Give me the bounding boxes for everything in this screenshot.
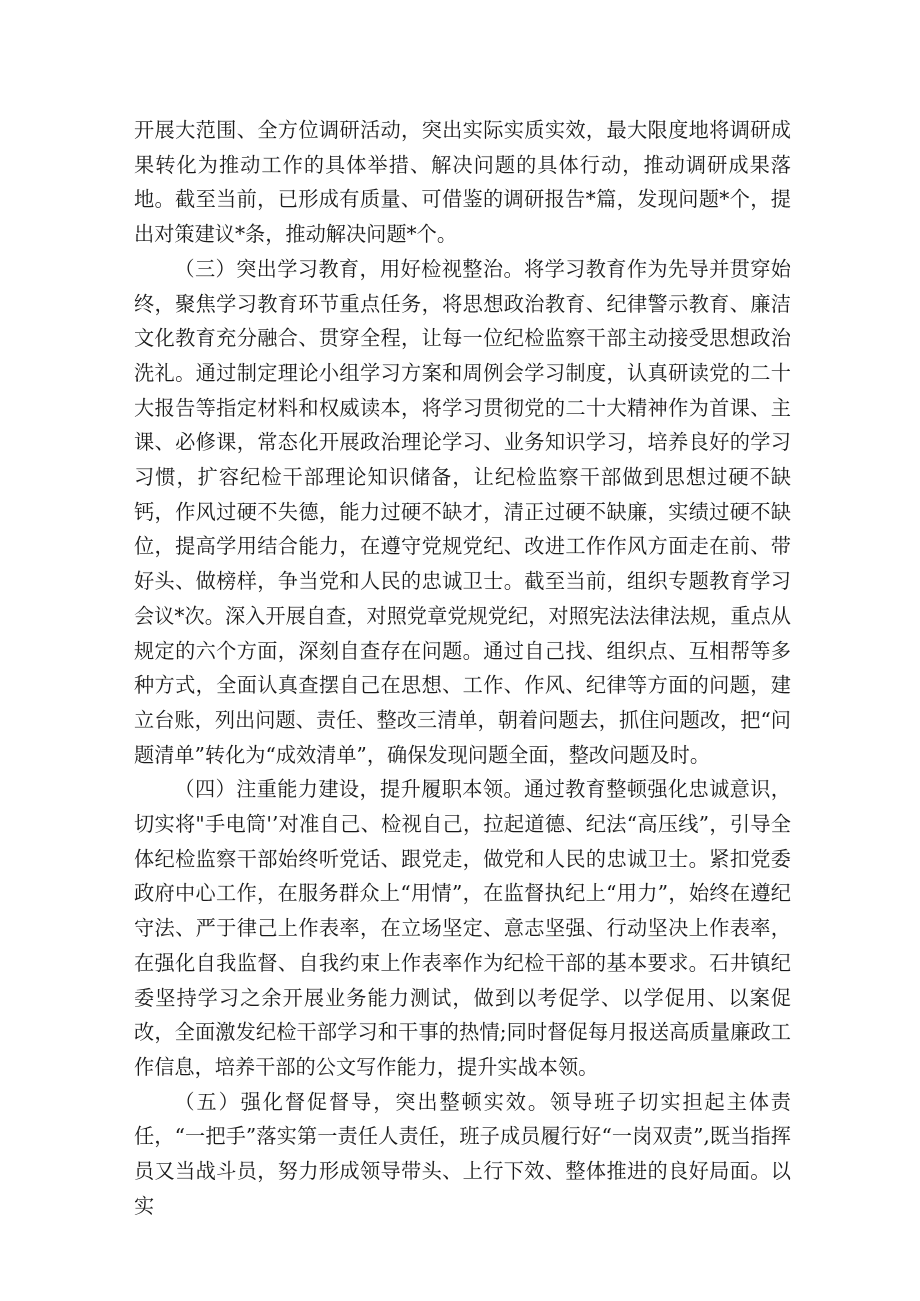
paragraph-section-three-study-education: （三）突出学习教育，用好检视整治。将学习教育作为先导并贯穿始终，聚焦学习教育环节重点任务，将思想政治教育、纪律警示教育、廉洁文化教育充分融合、贯穿全程，让每一位纪检监察干部主动接受思想政治洗礼。通过制定理论小组学习方案和周例会学习制度，认真研读党的二十大报告等指定材料和权威读本，将学习贯彻党的二十大精神作为首课、主课、必修课，常态化开展政治理论学习、业务知识学习，培养良好的学习习惯，扩容纪检干部理论知识储备，让纪检监察干部做到思想过硬不缺钙，作风过硬不失德，能力过硬不缺才，清正过硬不缺廉，实绩过硬不缺位，提高学用结合能力，在遵守党规党纪、改进工作作风方面走在前、带好头、做榜样，争当党和人民的忠诚卫士。截至当前，组织专题教育学习会议*次。深入开展自查，对照党章党规党纪，对照宪法法律法规，重点从规定的六个方面，深刻自查存在问题。通过自己找、组织点、互相帮等多种方式，全面认真查摆自己在思想、工作、作风、纪律等方面的问题，建立台账，列出问题、责任、整改三清单，朝着问题去，抓住问题改，把“问题清单”转化为“成效清单”，确保发现问题全面，整改问题及时。 bbox=[134, 256, 791, 767]
paragraph-research-results: 开展大范围、全方位调研活动，突出实际实质实效，最大限度地将调研成果转化为推动工作的具体举措、解决问题的具体行动，推动调研成果落地。截至当前，已形成有质量、可借鉴的调研报告*篇，发现问题*个，提出对策建议*条，推动解决问题*个。 bbox=[134, 118, 791, 247]
paragraph-section-four-capacity-building: （四）注重能力建设，提升履职本领。通过教育整顿强化忠诚意识，切实将"手电筒'’对准自己、检视自己，拉起道德、纪法“高压线”，引导全体纪检监察干部始终听党话、跟党走，做党和人民的忠诚卫士。紧扣党委政府中心工作，在服务群众上“用情”，在监督执纪上“用力”，始终在遵纪守法、严于律己上作表率，在立场坚定、意志坚强、行动坚决上作表率，在强化自我监督、自我约束上作表率作为纪检干部的基本要求。石井镇纪委坚持学习之余开展业务能力测试，做到以考促学、以学促用、以案促改，全面激发纪检干部学习和干事的热情;同时督促每月报送高质量廉政工作信息，培养干部的公文写作能力，提升实战本领。 bbox=[134, 777, 791, 1079]
document-body bbox=[134, 113, 791, 1224]
paragraph-section-five-supervision: （五）强化督促督导，突出整顿实效。领导班子切实担起主体责任，“一把手”落实第一责任人责任，班子成员履行好“一岗双责”,既当指挥员又当战斗员，努力形成领导带头、上行下效、整体推进的良好局面。以实 bbox=[134, 1089, 791, 1218]
